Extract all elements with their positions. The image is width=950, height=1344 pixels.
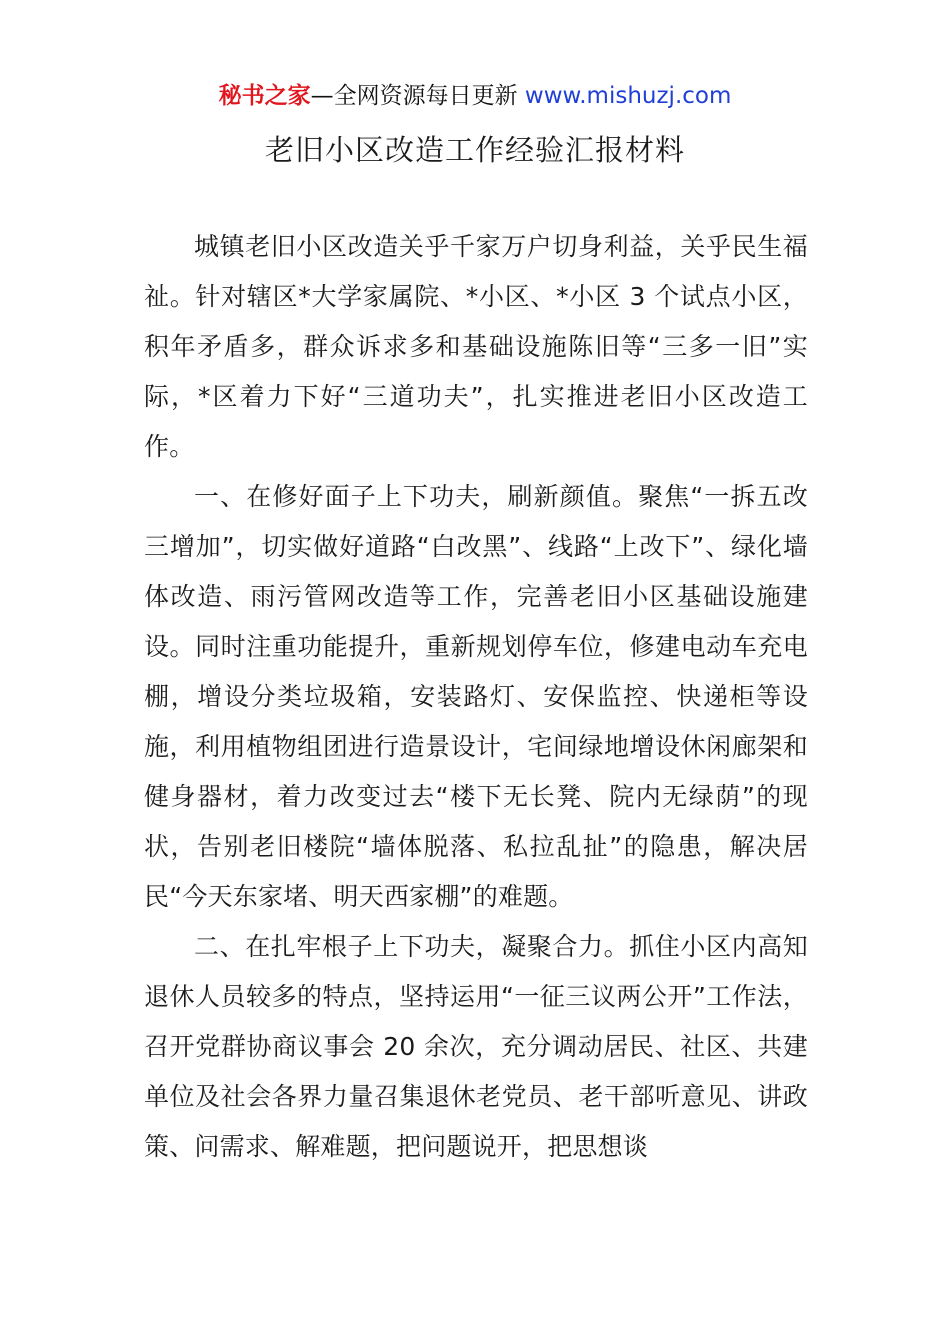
paragraph-section-two: 二、在扎牢根子上下功夫，凝聚合力。抓住小区内高知退休人员较多的特点，坚持运用“一征三议两公开”工作法，召开党群协商议事会 20 余次，充分调动居民、社区、共建单位及社会各界力量召集退休老党员、老干部听意见、讲政策、问需求、解难题，把问题说开，把思想谈 bbox=[144, 932, 808, 1161]
document-title: 老旧小区改造工作经验汇报材料 bbox=[264, 133, 685, 167]
document-body bbox=[144, 222, 808, 1172]
brand-name: 秘书之家 bbox=[218, 83, 311, 109]
paragraph-intro: 城镇老旧小区改造关乎千家万户切身利益，关乎民生福祉。针对辖区*大学家属院、*小区、*小区 3 个试点小区，积年矛盾多，群众诉求多和基础设施陈旧等“三多一旧”实际，*区着力下好“三道功夫”，扎实推进老旧小区改造工作。 bbox=[144, 232, 808, 461]
site-url-link[interactable]: www.mishuzj.com bbox=[524, 83, 732, 109]
banner-tagline: —全网资源每日更新 bbox=[310, 83, 518, 109]
site-banner bbox=[0, 80, 950, 112]
paragraph-section-one: 一、在修好面子上下功夫，刷新颜值。聚焦“一拆五改三增加”，切实做好道路“白改黑”、线路“上改下”、绿化墙体改造、雨污管网改造等工作，完善老旧小区基础设施建设。同时注重功能提升，重新规划停车位，修建电动车充电棚，增设分类垃圾箱，安装路灯、安保监控、快递柜等设施，利用植物组团进行造景设计，宅间绿地增设休闲廊架和健身器材，着力改变过去“楼下无长凳、院内无绿荫”的现状，告别老旧楼院“墙体脱落、私拉乱扯”的隐患，解决居民“今天东家堵、明天西家棚”的难题。 bbox=[144, 482, 808, 911]
